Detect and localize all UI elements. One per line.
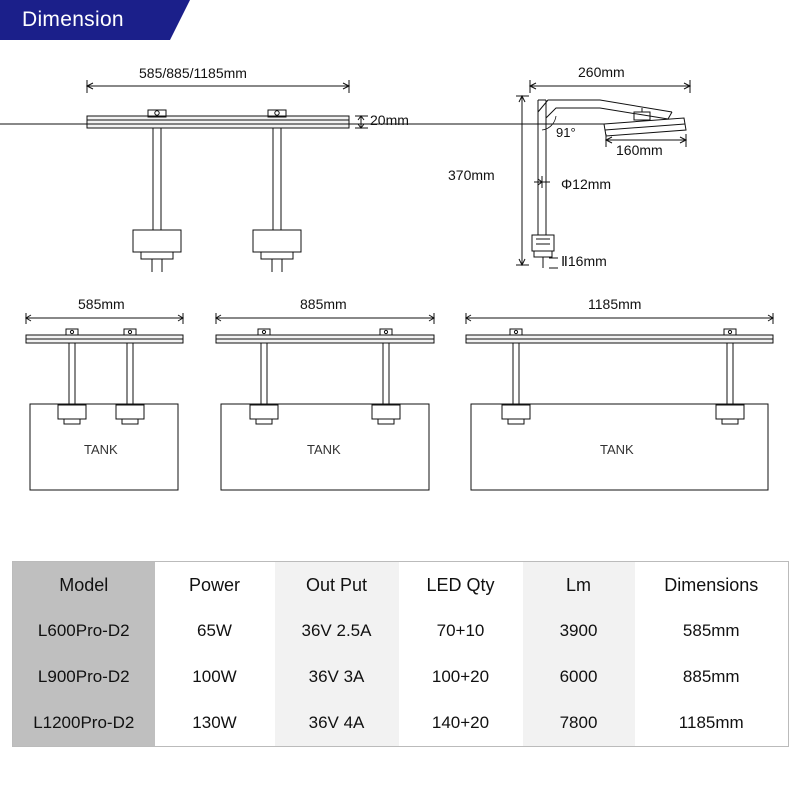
cell-model: L1200Pro-D2 [13, 700, 155, 747]
table-header-output: Out Put [275, 562, 399, 609]
top-view-thickness-label: 20mm [370, 112, 409, 128]
cell-model: L900Pro-D2 [13, 654, 155, 700]
cell-led-qty: 70+10 [436, 621, 485, 640]
cell-dimensions: 585mm [682, 621, 740, 640]
tank-view-3-width-label: 1185mm [588, 296, 642, 312]
tank-view-1-tank-label: TANK [84, 442, 118, 457]
cell-power: 100W [192, 667, 237, 686]
side-view-reach-label: 260mm [578, 64, 625, 80]
cell-lm: 6000 [523, 654, 635, 700]
cell-power: 130W [192, 713, 237, 732]
side-view-height-label: 370mm [448, 167, 495, 183]
side-view-hole-label: Φ12mm [561, 176, 612, 192]
table-header-led-qty: LED Qty [426, 574, 495, 595]
table-row [13, 700, 789, 747]
table-header-lm: Lm [523, 562, 635, 609]
cell-output: 36V 4A [275, 700, 399, 747]
spec-table [12, 561, 789, 747]
cell-dimensions: 1185mm [678, 713, 744, 732]
table-header-model: Model [13, 562, 155, 609]
cell-led-qty: 140+20 [431, 713, 490, 732]
cell-lm: 3900 [523, 608, 635, 654]
cell-led-qty: 100+20 [431, 667, 490, 686]
table-row [13, 654, 789, 700]
table-header-row [13, 562, 789, 609]
side-view-angle-label: 91° [556, 125, 576, 140]
cell-output: 36V 2.5A [275, 608, 399, 654]
top-view-width-label: 585/885/1185mm [139, 65, 247, 81]
cell-dimensions: 885mm [682, 667, 740, 686]
cell-power: 65W [197, 621, 232, 640]
page-title: Dimension [22, 8, 124, 31]
side-view-base-label: Ⅱ16mm [561, 253, 607, 269]
tank-view-3-tank-label: TANK [600, 442, 634, 457]
tank-view-1-width-label: 585mm [78, 296, 125, 312]
tank-view-2-width-label: 885mm [300, 296, 347, 312]
table-header-power: Power [188, 574, 241, 595]
table-header-dimensions: Dimensions [664, 574, 759, 595]
tank-view-2-tank-label: TANK [307, 442, 341, 457]
cell-model: L600Pro-D2 [13, 608, 155, 654]
cell-output: 36V 3A [275, 654, 399, 700]
table-row [13, 608, 789, 654]
side-view-arm-label: 160mm [616, 142, 663, 158]
cell-lm: 7800 [523, 700, 635, 747]
